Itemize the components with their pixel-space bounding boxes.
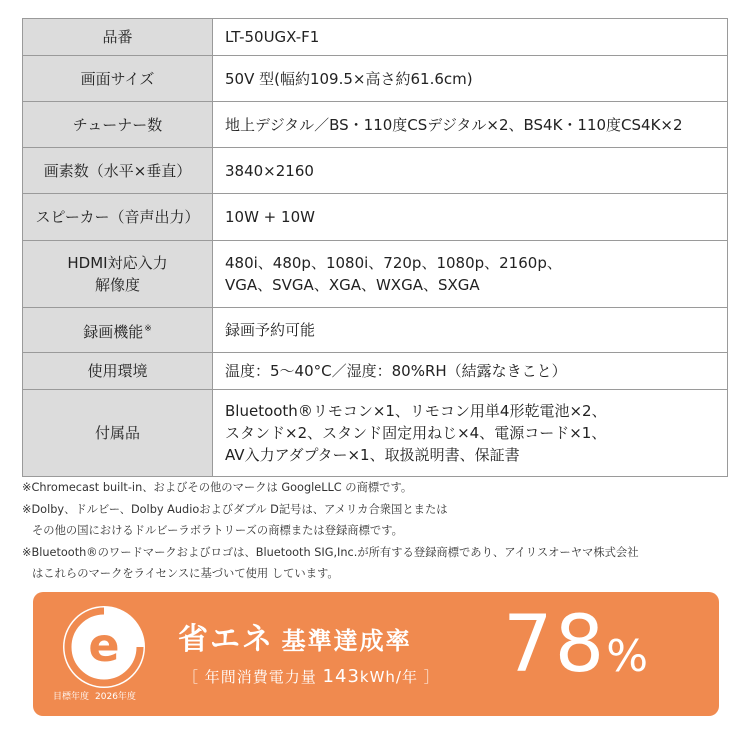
spec-row-accessories <box>23 390 728 477</box>
spec-label: 画素数（水平×垂直） <box>23 148 213 194</box>
footnote-line: その他の国におけるドルビーラボラトリーズの商標または登録商標です。 <box>32 524 403 537</box>
energy-saving-banner <box>33 592 719 716</box>
spec-value: 10W + 10W <box>213 194 728 241</box>
spec-value: 録画予約可能 <box>213 308 728 353</box>
spec-row-speaker <box>23 194 728 241</box>
spec-label: 画面サイズ <box>23 56 213 102</box>
spec-label: チューナー数 <box>23 102 213 148</box>
spec-value: 温度：5〜40°C／湿度：80%RH（結露なきこと） <box>213 353 728 390</box>
spec-label: スピーカー（音声出力） <box>23 194 213 241</box>
achievement-rate: 78% <box>503 600 649 690</box>
spec-label: 付属品 <box>23 390 213 477</box>
footnote-line: ※Bluetooth®のワードマークおよびロゴは、Bluetooth SIG,Inc.が所有する登録商標であり、アイリスオーヤマ株式会社 <box>22 545 639 559</box>
e-mark-icon <box>63 606 145 688</box>
footnote-line: ※Chromecast built-in、およびその他のマークは GoogleLLC の商標です。 <box>22 481 413 494</box>
spec-value: 3840×2160 <box>213 148 728 194</box>
spec-label: 録画機能※ <box>23 308 213 353</box>
spec-value: Bluetooth®リモコン×1、リモコン用単4形乾電池×2、 スタンド×2、スタンド固定用ねじ×4、電源コード×1、 AV入力アダプター×1、取扱説明書、保証書 <box>213 390 728 477</box>
spec-value: 地上デジタル／BS・110度CSデジタル×2、BS4K・110度CS4K×2 <box>213 102 728 148</box>
footnote-line: ※Dolby、ドルビー、Dolby Audioおよびダブル D記号は、アメリカ合衆国とまたは <box>22 502 448 516</box>
spec-value: 480i、480p、1080i、720p、1080p、2160p、 VGA、SVGA、XGA、WXGA、SXGA <box>213 241 728 308</box>
footnote-line: はこれらのマークをライセンスに基づいて使用 しています。 <box>32 567 339 580</box>
spec-label: 使用環境 <box>23 353 213 390</box>
spec-value: LT-50UGX-F1 <box>213 19 728 56</box>
spec-label: 品番 <box>23 19 213 56</box>
spec-label: HDMI対応入力 解像度 <box>23 241 213 308</box>
spec-row-environment <box>23 353 728 390</box>
banner-title: 省エネ 基準達成率 <box>178 622 412 657</box>
spec-row-hdmi <box>23 241 728 308</box>
energy-e-mark-icon <box>63 606 145 688</box>
footnotes <box>22 477 732 585</box>
e-mark-letter: e <box>88 618 120 672</box>
spec-row-resolution <box>23 148 728 194</box>
spec-table <box>22 18 728 477</box>
spec-row-model <box>23 19 728 56</box>
spec-row-recording <box>23 308 728 353</box>
spec-row-screen-size <box>23 56 728 102</box>
annual-power-consumption: ［ 年間消費電力量 143kWh/年 ］ <box>183 666 440 687</box>
target-year: 目標年度 2026年度 <box>53 692 136 702</box>
spec-value: 50V 型(幅約109.5×高さ約61.6cm) <box>213 56 728 102</box>
spec-row-tuners <box>23 102 728 148</box>
